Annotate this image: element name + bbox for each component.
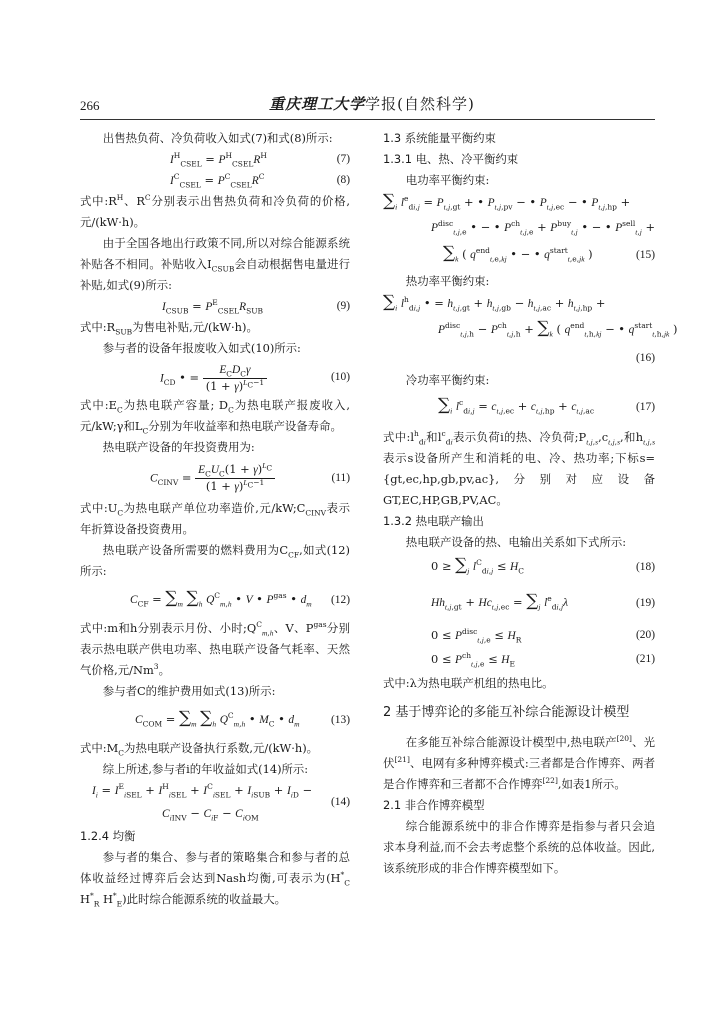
equation-number: (16)	[636, 352, 655, 364]
subsection-heading: 1.3.2 热电联产输出	[383, 514, 484, 528]
equation-number: (21)	[636, 653, 655, 665]
equation-number: (13)	[331, 714, 350, 726]
equation-number: (15)	[636, 249, 655, 261]
paragraph: 热功率平衡约束:	[405, 274, 490, 288]
paragraph: 热电联产设备的年投资费用为:	[102, 440, 255, 454]
equation-number: (12)	[331, 594, 350, 606]
paragraph: 在多能互补综合能源设计模型中,热电联产[20]、光伏[21]、电网有多种博弈模式:三者都是合作博弈、两者是合作博弈和三者都不合作博弈[22],如表1所示。	[383, 734, 655, 791]
equation-12: $C_{CF} = \sum_m$ $\sum_h$ $Q^C_{m,h}$ • V • $P^{gas}$ • $d_m$ (12)	[80, 582, 350, 618]
header-rule	[80, 119, 655, 120]
equation-11: $C_{CINV}$ = $\frac{E_CU_C(1 + \gamma)^{L_C}}{(1 + \gamma)^{L_C-1}}$ (11)	[150, 461, 350, 493]
paragraph: 参与者的设备年报废收入如式(10)所示:	[102, 341, 301, 355]
equation-14: $I_i = I^E_{iSEL} + I^H_{iSEL} + I^C_{iSEL} + I_{iSUB} + I_{iD}$ − $C_{iINV} - C_{iF} - C_{iOM}$ (14)	[92, 782, 350, 823]
paragraph: 式中$:M_C$为热电联产设备执行系数,元/(kW·h)。	[80, 741, 319, 758]
equation-18: $0 \ge \sum_j$ $l^C_{di,j} \le H_C$ (18)	[383, 553, 655, 589]
journal-title	[232, 93, 512, 114]
equation-number: (17)	[636, 401, 655, 413]
equation-number: (18)	[636, 561, 655, 573]
equation-15: $\sum_i$ $l^e_{di,j} = P_{t,j,gt}$ + • $P_{t,j,pv}$ − • $P_{t,j,ec}$ − • $P_{t,j,hp}$ + $P^{disc}_{t,j,e}$ • − • $P^{ch}_{t,j,e} + P^{buy}_{t,j}$ • − • $P^{sell}_{t,j}$ + $\sum_k$ ( $q^{end}_{t,e,kj}$ • − • $q^{start}_{t,e,jk}$ ) (15)	[383, 191, 655, 271]
equation-number: (11)	[331, 472, 350, 484]
paragraph: 式中$:U_C$为热电联产单位功率造价,元$/kW;C_{CINV}$表示年折算设备投资费用。	[80, 501, 350, 536]
paragraph: 式中:λ为热电联产机组的热电比。	[383, 676, 554, 690]
equation-number: (14)	[331, 796, 350, 808]
paragraph: 式中$:l^h_{di}$和$l^c_{di}$表示负荷i的热、冷负荷$;P_{t,j,s},c_{t,j,s}$,和$h_{t,j,s}$表示s设备所产生和消耗的电、冷、热功率;下标s={gt,ec,hp,gb,pv,ac},分别对应设备GT,EC,HP,GB,PV,AC。	[383, 429, 655, 507]
equation-13: $C_{COM} = \sum_m$ $\sum_h$ $Q^C_{m,h}$ • $M_C$ • $d_m$ (13)	[80, 702, 350, 738]
equation-8: $I^C_{CSEL} = P^C_{CSEL}R^C$ (8)	[80, 170, 350, 191]
right-column	[383, 128, 678, 879]
equation-20: $0 \le P^{disc}_{t,j,e} \le H_R$ (20)	[383, 625, 655, 649]
paragraph: 出售热负荷、冷负荷收入如式(7)和式(8)所示:	[102, 131, 333, 145]
paragraph: 式中$:R_{SUB}$为售电补贴,元/(kW·h)。	[80, 320, 258, 337]
section-heading: 1.3 系统能量平衡约束	[383, 131, 496, 145]
paragraph: 综合能源系统中的非合作博弈是指参与者只会追求本身利益,而不会去考虑整个系统的总体收益。因此,该系统形成的非合作博弈模型如下。	[383, 819, 655, 875]
subsection-heading: 2.1 非合作博弈模型	[383, 798, 485, 812]
paragraph: 参与者的集合、参与者的策略集合和参与者的总体收益经过博弈后会达到Nash均衡,可表示为($H^*_C$ $H^*_R$ $H^*_E$)此时综合能源系统的收益最大。	[80, 850, 350, 909]
section-heading: 1.2.4 均衡	[80, 829, 136, 843]
page-number: 266	[80, 98, 100, 113]
equation-21: $0 \le P^{ch}_{t,j,e} \le H_E$ (21)	[383, 649, 655, 673]
equation-number: (10)	[331, 371, 350, 383]
journal-logo: 重庆理工大学	[269, 95, 366, 113]
paragraph: 热电联产设备的热、电输出关系如下式所示:	[405, 535, 627, 549]
equation-16: $\sum_i$ $l^h_{di,j}$ • = $h_{t,j,gt} + h_{t,j,gb} - h_{t,j,ac} + h_{t,j,hp}$ + $P^{disc}_{t,j,h} - P^{ch}_{t,j,h} + \sum_k$ ( $q^{end}_{t,h,kj}$ − • $q^{start}_{t,h,jk}$ ) (16)	[383, 292, 655, 370]
subsection-heading: 1.3.1 电、热、冷平衡约束	[383, 152, 519, 166]
left-column	[80, 128, 350, 910]
equation-number: (7)	[336, 153, 350, 165]
paragraph: 由于全国各地出行政策不同,所以对综合能源系统补贴各不相同。补贴收入$I_{CSUB}$会自动根据售电量进行补贴,如式(9)所示:	[80, 236, 350, 292]
equation-17: $\sum_i$ $l^c_{di,j} = c_{t,j,ec} + c_{t,j,hp} + c_{t,j,ac}$ (17)	[383, 391, 655, 427]
equation-number: (20)	[636, 629, 655, 641]
paragraph: 式中$:R^H$、$R^C$分别表示出售热负荷和冷负荷的价格,元/(kW·h)。	[80, 193, 351, 229]
journal-subtitle: 学报(自然科学)	[365, 95, 475, 113]
equation-number: (9)	[336, 300, 350, 312]
paragraph: 参与者C的维护费用如式(13)所示:	[102, 684, 276, 698]
paragraph: 式中$:E_C$为热电联产容量; $D_C$为热电联产报废收入,元/kW;γ和$L_C$分别为年收益率和热电联产设备寿命。	[80, 398, 351, 436]
section-heading: 2 基于博弈论的多能互补综合能源设计模型	[383, 705, 630, 720]
equation-10: $I_{CD}$ • = $\frac{E_CD_C\gamma}{(1 + \gamma)^{L_C-1}}$ (10)	[160, 364, 350, 393]
equation-number: (8)	[336, 174, 350, 186]
equation-9: $I_{CSUB} = P^E_{CSEL}R_{SUB}$ (9)	[80, 296, 350, 317]
equation-7: $I^H_{CSEL} = P^H_{CSEL}R^H$ (7)	[80, 149, 350, 170]
equation-number: (19)	[636, 597, 655, 609]
paragraph: 电功率平衡约束:	[405, 173, 490, 187]
paragraph: 式中:m和h分别表示月份、小时$;Q^C_{m,h}$、V、$P^{gas}$分别表示热电联产供电功率、热电联产设备气耗率、天然气价格,元/Nm$^3$。	[80, 620, 350, 677]
paragraph: 综上所述,参与者i的年收益如式(14)所示:	[102, 762, 309, 776]
paragraph: 冷功率平衡约束:	[405, 373, 490, 387]
paragraph: 热电联产设备所需要的燃料费用为$C_{CF}$,如式(12)所示:	[80, 543, 350, 578]
equation-19: $Hh_{t,j,gt} + Hc_{t,j,ec} = \sum_j$ $l^e_{di,j}\lambda$ (19)	[383, 589, 655, 625]
